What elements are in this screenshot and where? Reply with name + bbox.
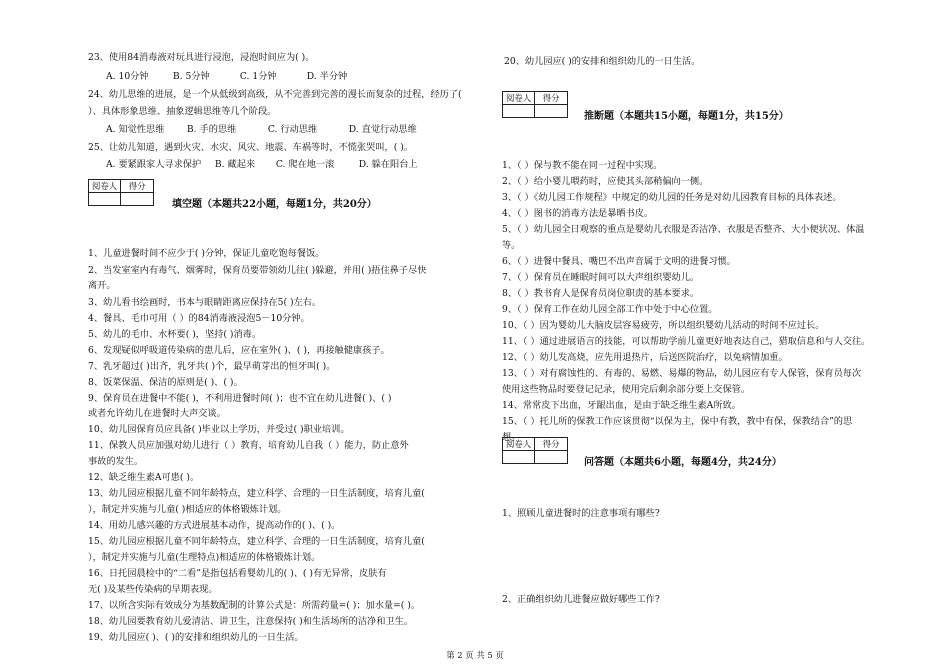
fill-line: 1、儿童进餐时间不应少于( )分钟，保证儿童吃饱每餐饭。 <box>88 248 325 259</box>
question-24-line2: ）、具体形象思维、抽象逻辑思维等几个阶段。 <box>88 106 277 117</box>
question-24-options <box>106 124 417 136</box>
option-c: C. 行动思维 <box>267 124 318 135</box>
question-23: 23、使用84消毒液对玩具进行浸泡，浸泡时间应为( )。 <box>88 52 315 63</box>
judge-line: 13、（ ）对有腐蚀性的、有毒的、易燃、易爆的物品，幼儿园应有专人保管，保育员每次 <box>502 368 862 379</box>
question-25: 25、让幼儿知道，遇到火灾、水灾、风灾、地震、车祸等时，不慌张哭叫，( )。 <box>88 142 413 153</box>
score-box <box>502 91 568 118</box>
question-23-options <box>106 71 347 83</box>
option-b: B. 手的思维 <box>186 124 237 135</box>
option-d: D. 躲在阳台上 <box>358 159 418 170</box>
fill-line: 17、以所含实际有效成分为基数配制的计算公式是：所需药量=( )；加水量=( )。 <box>88 600 421 611</box>
judge-line: 12、（ ）幼儿发高烧，应先用退热片，后送医院治疗，以免病情加重。 <box>502 352 788 363</box>
option-b: B. 5分钟 <box>172 71 210 82</box>
option-d: D. 直觉行动思维 <box>348 124 417 135</box>
grader-label: 阅卷人 <box>503 92 535 105</box>
grader-label: 阅卷人 <box>89 180 121 193</box>
judge-line: 2、（ ）给小婴儿喂药时，应使其头部稍偏向一侧。 <box>502 176 709 187</box>
fill-line: 6、发现疑似呼吸道传染病的患儿后，应在室外( )、( )，再接触健康孩子。 <box>88 345 390 356</box>
judge-line: 使用这些物品时要登记记录，使用完后剩余部分要上交保管。 <box>502 384 751 395</box>
fill-line: ），制定并实施与儿童( )相适应的体格锻炼计划。 <box>88 504 287 515</box>
fill-line: 2、当发室室内有毒气、烟雾时，保育员要带领幼儿往( )躲避，并用( )捂住鼻子尽快 <box>88 265 427 276</box>
judge-line: 8、（ ）教书育人是保育员岗位职责的基本要求。 <box>502 288 700 299</box>
score-label: 得分 <box>535 438 568 451</box>
qa-question: 1、照顾儿童进餐时的注意事项有哪些? <box>502 508 660 519</box>
judge-line: 等。 <box>502 240 521 251</box>
fill-line: 9、保育员在进餐中不能( )，不利用进餐时间( )；也不宜在幼儿进餐( )、( ) <box>88 393 392 404</box>
question-25-options <box>106 159 418 171</box>
judge-line: 11、（ ）通过进展语言的技能，可以帮助学前儿童更好地表达自己，猎取信息和与人交往。 <box>502 336 871 347</box>
score-label: 得分 <box>121 180 154 193</box>
option-c: C. 爬在地一滚 <box>275 159 335 170</box>
grader-label: 阅卷人 <box>503 438 535 451</box>
fill-line: 15、幼儿园应根据儿童不同年龄特点，建立科学、合理的一日生活制度，培育儿童( <box>88 536 425 547</box>
judge-line: 14、常常皮下出血，牙龈出血，是由于缺乏维生素A所致。 <box>502 400 741 411</box>
qa-section-title: 问答题（本题共6小题，每题4分，共24分） <box>584 457 782 468</box>
fill-line: 18、幼儿园要教育幼儿爱清洁、讲卫生，注意保持( )和生活场所的洁净和卫生。 <box>88 616 413 627</box>
fill-line: 8、饭菜保温、保洁的原则是( )、( )。 <box>88 377 243 388</box>
judge-line: 9、（ ）保育工作在幼儿园全部工作中处于中心位置。 <box>502 304 718 315</box>
option-b: B. 藏起来 <box>214 159 256 170</box>
judge-line: 想。 <box>502 432 521 443</box>
fill-line: 19、幼儿园应( )、( )的安排和组织幼儿的一日生活。 <box>88 632 304 643</box>
fill-line: 14、用幼儿感兴趣的方式进展基本动作，提高动作的( )、( )。 <box>88 520 341 531</box>
question-24-line1: 24、幼儿思维的进展，是一个从低级到高级，从不完善到完善的漫长而复杂的过程，经历了( <box>88 89 462 100</box>
judge-line: 7、（ ）保育员在睡眠时间可以大声组织婴幼儿。 <box>502 272 700 283</box>
fill-line: 12、缺乏维生素A可患( )。 <box>88 472 200 483</box>
fill-line: 或者允许幼儿在进餐时大声交谈。 <box>88 408 226 419</box>
fill-line: 10、幼儿园保育员应具备( )毕业以上学历，并受过( )职业培训。 <box>88 424 350 435</box>
fill-line: 4、餐具、毛巾可用（ ）的84消毒液浸泡5－10分钟。 <box>88 313 310 324</box>
option-a: A. 10分钟 <box>106 71 149 82</box>
fill-line: 事故的发生。 <box>88 456 144 467</box>
fill-line: 16、日托园晨检中的“二看”是指包括看婴幼儿的( )、( )有无异常，皮肤有 <box>88 568 387 579</box>
fill-line: 11、保教人员应加强对幼儿进行（ ）教育，培育幼儿自我（ ）能力，防止意外 <box>88 440 409 451</box>
judge-line: 5、（ ）幼儿园全日观察的重点是婴幼儿衣服是否洁净、衣服是否整齐、大小便状况、体温 <box>502 224 865 235</box>
fill-line: 7、乳牙超过( )出齐，乳牙共( )个，最早萌芽出的恒牙叫( )。 <box>88 361 336 372</box>
page-number: 第 2 页 共 5 页 <box>446 650 504 660</box>
score-label: 得分 <box>535 92 568 105</box>
score-box <box>502 437 568 464</box>
option-a: A. 知觉性思维 <box>106 124 165 135</box>
fill-line: 无( )及某些传染病的早期表现。 <box>88 584 218 595</box>
option-c: C. 1分钟 <box>239 71 277 82</box>
fill-line: 5、幼儿的毛巾、水杯要( )，坚持( )消毒。 <box>88 329 262 340</box>
judge-line: 6、（ ）进餐中餐具、嘴巴不出声音属于文明的进餐习惯。 <box>502 256 736 267</box>
fill-question-20: 20、幼儿园应( )的安排和组织幼儿的一日生活。 <box>504 56 701 67</box>
fill-line: 13、幼儿园应根据儿童不同年龄特点，建立科学、合理的一日生活制度，培育儿童( <box>88 488 425 499</box>
fill-line: 离开。 <box>88 280 116 291</box>
fill-section-title: 填空题（本题共22小题，每题1分，共20分） <box>172 199 377 210</box>
fill-line: ），制定并实施与儿童(生理特点)相适应的体格锻炼计划。 <box>88 552 321 563</box>
judge-line: 15、（ ）托儿所的保教工作应该贯彻“以保为主，保中有教，教中有保，保教结合”的思 <box>502 416 853 427</box>
option-a: A. 要紧跟家人寻求保护 <box>106 159 202 170</box>
option-d: D. 半分钟 <box>306 71 348 82</box>
qa-question: 2、正确组织幼儿进餐应做好哪些工作? <box>502 594 660 605</box>
judge-line: 3、（ ）《幼儿园工作规程》中规定的幼儿园的任务是对幼儿园教育目标的具体表述。 <box>502 192 842 203</box>
judge-line: 1、（ ）保与教不能在同一过程中实现。 <box>502 160 663 171</box>
judge-line: 10、（ ）因为婴幼儿大脑皮层容易疲劳，所以组织婴幼儿活动的时间不应过长。 <box>502 320 825 331</box>
judge-section-title: 推断题（本题共15小题，每题1分，共15分） <box>584 111 789 122</box>
judge-line: 4、（ ）图书的消毒方法是暴晒书皮。 <box>502 208 654 219</box>
fill-line: 3、幼儿看书绘画时，书本与眼睛距离应保持在5( )左右。 <box>88 297 322 308</box>
score-box <box>88 179 154 206</box>
